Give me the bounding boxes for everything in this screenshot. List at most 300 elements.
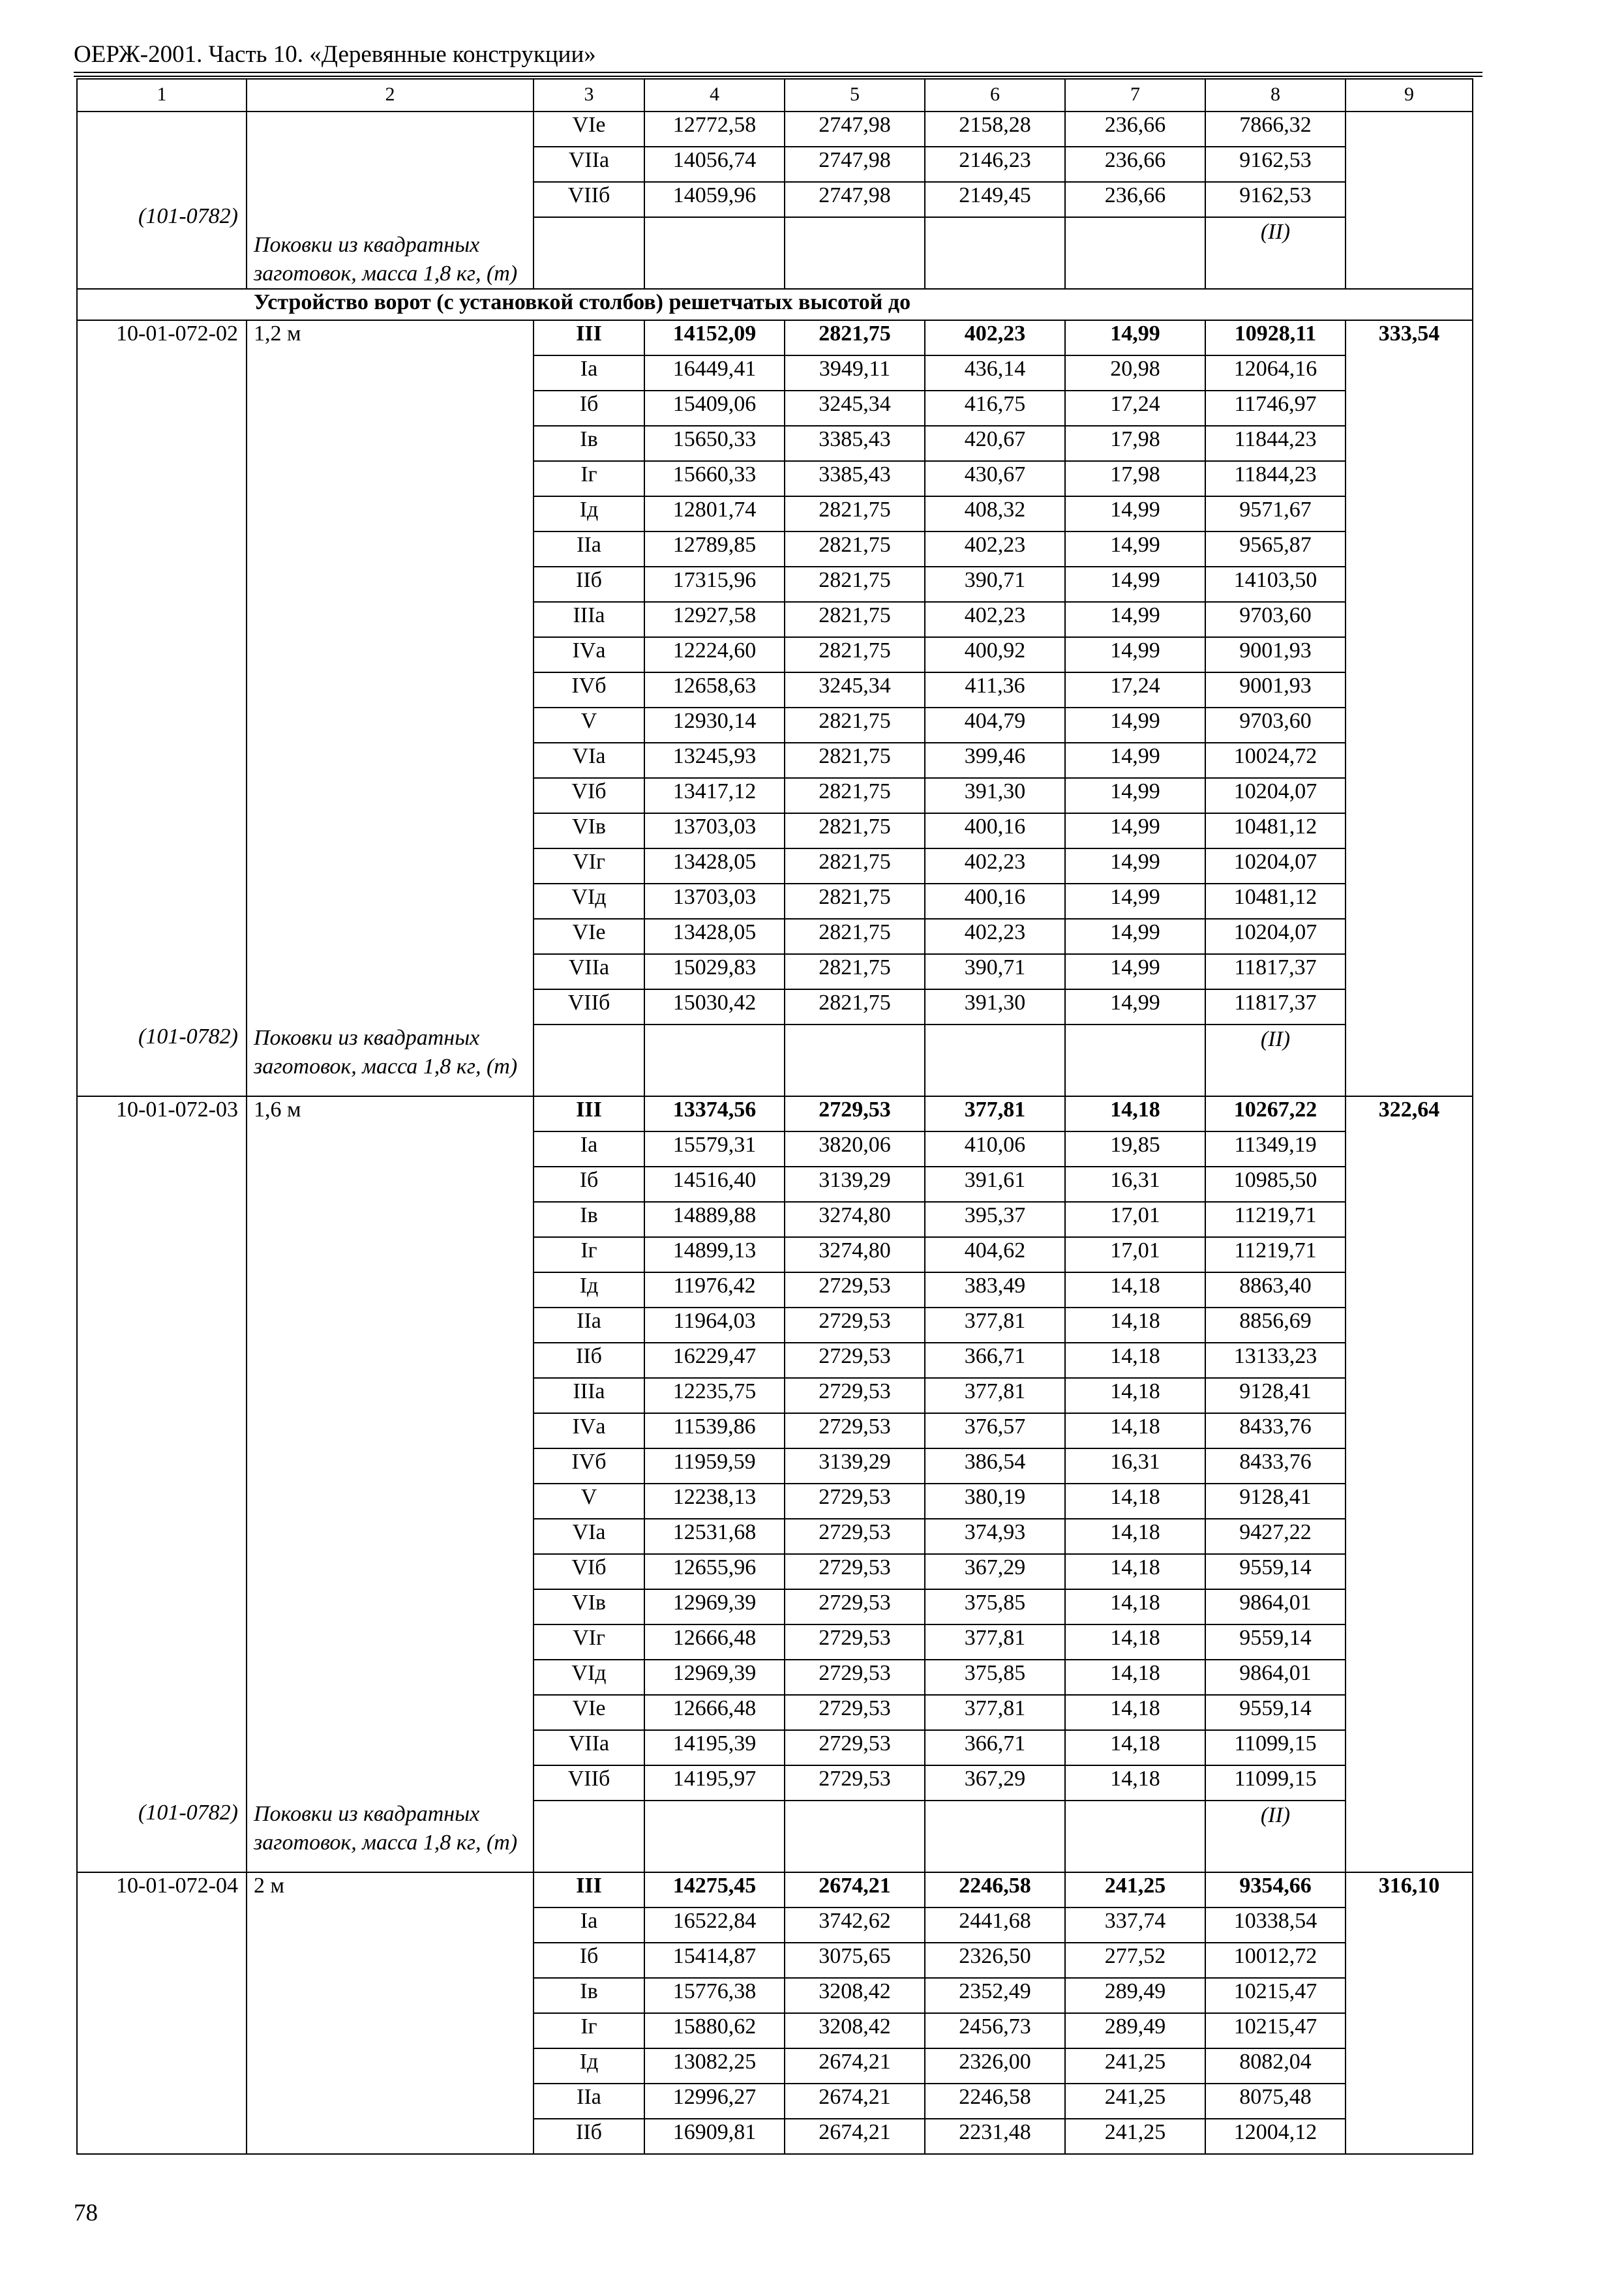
zone-cell: IIа (534, 1308, 644, 1343)
value-cell: 402,23 (925, 848, 1065, 884)
zone-cell: VIд (534, 1660, 644, 1695)
value-cell: 3949,11 (785, 355, 925, 391)
value-cell: 404,62 (925, 1237, 1065, 1272)
value-cell: 15579,31 (644, 1131, 785, 1167)
value-cell: 12789,85 (644, 531, 785, 567)
value-cell: 9559,14 (1205, 1554, 1346, 1589)
value-cell: 10985,50 (1205, 1167, 1346, 1202)
value-cell: 9559,14 (1205, 1624, 1346, 1660)
resource-value: (II) (1205, 217, 1346, 289)
value-cell: 11964,03 (644, 1308, 785, 1343)
value-cell: 2821,75 (785, 496, 925, 531)
empty-cell (925, 1025, 1065, 1096)
value-cell: 14059,96 (644, 182, 785, 217)
empty-cell (534, 1025, 644, 1096)
value-cell: 16229,47 (644, 1343, 785, 1378)
value-cell: 2747,98 (785, 112, 925, 147)
table-row (77, 1096, 1473, 1131)
value-cell: 15776,38 (644, 1978, 785, 2013)
value-cell: 8856,69 (1205, 1308, 1346, 1343)
value-cell: 14,99 (1065, 954, 1205, 989)
value-cell: 390,71 (925, 567, 1065, 602)
zone-cell: VIIб (534, 182, 644, 217)
value-cell: 9864,01 (1205, 1660, 1346, 1695)
value-cell: 9571,67 (1205, 496, 1346, 531)
rate-name-cell (247, 1096, 534, 1872)
zone-cell: Iд (534, 1272, 644, 1308)
value-cell: 11844,23 (1205, 426, 1346, 461)
value-cell: 13703,03 (644, 813, 785, 848)
value-cell: 383,49 (925, 1272, 1065, 1308)
value-cell: 236,66 (1065, 147, 1205, 182)
value-cell: 2729,53 (785, 1378, 925, 1413)
value-cell: 2729,53 (785, 1413, 925, 1448)
zone-cell: VIIа (534, 1730, 644, 1765)
header-rule (74, 72, 1482, 73)
value-cell: 410,06 (925, 1131, 1065, 1167)
value-cell: 430,67 (925, 461, 1065, 496)
value-cell: 19,85 (1065, 1131, 1205, 1167)
value-cell: 14,99 (1065, 320, 1205, 355)
value-cell: 10928,11 (1205, 320, 1346, 355)
value-cell: 10481,12 (1205, 884, 1346, 919)
value-cell: 12772,58 (644, 112, 785, 147)
value-cell: 367,29 (925, 1554, 1065, 1589)
value-cell: 10481,12 (1205, 813, 1346, 848)
value-cell: 8433,76 (1205, 1413, 1346, 1448)
value-cell: 12666,48 (644, 1624, 785, 1660)
zone-cell: IIб (534, 1343, 644, 1378)
empty-cell (644, 1801, 785, 1872)
value-cell: 8863,40 (1205, 1272, 1346, 1308)
value-cell: 11539,86 (644, 1413, 785, 1448)
value-cell: 377,81 (925, 1096, 1065, 1131)
zone-cell: Iв (534, 426, 644, 461)
rate-code-cell (77, 1872, 247, 2154)
value-cell: 3820,06 (785, 1131, 925, 1167)
value-cell: 12004,12 (1205, 2119, 1346, 2154)
value-cell: 386,54 (925, 1448, 1065, 1484)
total-cell: 333,54 (1346, 320, 1473, 1096)
resource-code-text: (101-0782) (138, 1801, 238, 1825)
value-cell: 14,18 (1065, 1378, 1205, 1413)
value-cell: 366,71 (925, 1730, 1065, 1765)
value-cell: 10204,07 (1205, 919, 1346, 954)
value-cell: 2729,53 (785, 1730, 925, 1765)
value-cell: 2821,75 (785, 848, 925, 884)
value-cell: 12238,13 (644, 1484, 785, 1519)
value-cell: 9001,93 (1205, 672, 1346, 708)
zone-cell: IIIа (534, 602, 644, 637)
value-cell: 3274,80 (785, 1202, 925, 1237)
zone-cell: V (534, 1484, 644, 1519)
value-cell: 2729,53 (785, 1589, 925, 1624)
resource-code-text: (101-0782) (138, 204, 238, 228)
rate-name: 2 м (254, 1874, 285, 1898)
value-cell: 13374,56 (644, 1096, 785, 1131)
value-cell: 236,66 (1065, 182, 1205, 217)
value-cell: 2821,75 (785, 813, 925, 848)
value-cell: 15650,33 (644, 426, 785, 461)
value-cell: 20,98 (1065, 355, 1205, 391)
section-title-row (77, 289, 1473, 320)
value-cell: 14,99 (1065, 531, 1205, 567)
value-cell: 337,74 (1065, 1908, 1205, 1943)
value-cell: 9162,53 (1205, 147, 1346, 182)
value-cell: 400,92 (925, 637, 1065, 672)
value-cell: 400,16 (925, 884, 1065, 919)
value-cell: 241,25 (1065, 2084, 1205, 2119)
empty-cell (1065, 1801, 1205, 1872)
value-cell: 377,81 (925, 1695, 1065, 1730)
value-cell: 15880,62 (644, 2013, 785, 2048)
value-cell: 375,85 (925, 1589, 1065, 1624)
value-cell: 3075,65 (785, 1943, 925, 1978)
value-cell: 14,99 (1065, 989, 1205, 1025)
value-cell: 13417,12 (644, 778, 785, 813)
empty-cell (785, 1801, 925, 1872)
value-cell: 14,99 (1065, 602, 1205, 637)
page-number: 78 (74, 2200, 98, 2226)
zone-cell: Iа (534, 355, 644, 391)
value-cell: 2456,73 (925, 2013, 1065, 2048)
resource-name: Поковки из квадратных заготовок, масса 1,8 кг, (т) (254, 1802, 518, 1855)
zone-cell: IVб (534, 672, 644, 708)
header-rule-second (74, 76, 1482, 77)
value-cell: 3139,29 (785, 1167, 925, 1202)
value-cell: 14,99 (1065, 778, 1205, 813)
value-cell: 14,18 (1065, 1765, 1205, 1801)
zone-cell: Iб (534, 1167, 644, 1202)
zone-cell: VIIа (534, 147, 644, 182)
value-cell: 2729,53 (785, 1343, 925, 1378)
value-cell: 14,18 (1065, 1343, 1205, 1378)
value-cell: 3742,62 (785, 1908, 925, 1943)
value-cell: 402,23 (925, 602, 1065, 637)
value-cell: 9559,14 (1205, 1695, 1346, 1730)
column-number: 5 (785, 79, 925, 112)
rate-code-cell (77, 320, 247, 1096)
value-cell: 14,18 (1065, 1730, 1205, 1765)
value-cell: 16522,84 (644, 1908, 785, 1943)
value-cell: 377,81 (925, 1378, 1065, 1413)
resource-name-cell (247, 112, 534, 289)
value-cell: 377,81 (925, 1624, 1065, 1660)
zone-cell: Iб (534, 391, 644, 426)
zone-cell: VIIб (534, 1765, 644, 1801)
value-cell: 14,99 (1065, 813, 1205, 848)
column-number: 9 (1346, 79, 1473, 112)
value-cell: 2674,21 (785, 2119, 925, 2154)
value-cell: 10338,54 (1205, 1908, 1346, 1943)
value-cell: 9354,66 (1205, 1872, 1346, 1908)
zone-cell: VIе (534, 1695, 644, 1730)
value-cell: 14,99 (1065, 496, 1205, 531)
value-cell: 15409,06 (644, 391, 785, 426)
value-cell: 3385,43 (785, 426, 925, 461)
value-cell: 14,99 (1065, 567, 1205, 602)
resource-name: Поковки из квадратных заготовок, масса 1,8 кг, (т) (254, 233, 518, 286)
zone-cell: VIIб (534, 989, 644, 1025)
value-cell: 14,99 (1065, 637, 1205, 672)
value-cell: 14,18 (1065, 1554, 1205, 1589)
rate-name: 1,2 м (254, 322, 301, 346)
value-cell: 2821,75 (785, 567, 925, 602)
value-cell: 2729,53 (785, 1695, 925, 1730)
value-cell: 408,32 (925, 496, 1065, 531)
empty-cell (1065, 1025, 1205, 1096)
value-cell: 10024,72 (1205, 743, 1346, 778)
value-cell: 11349,19 (1205, 1131, 1346, 1167)
value-cell: 416,75 (925, 391, 1065, 426)
value-cell: 3208,42 (785, 1978, 925, 2013)
value-cell: 2729,53 (785, 1765, 925, 1801)
value-cell: 14056,74 (644, 147, 785, 182)
value-cell: 2441,68 (925, 1908, 1065, 1943)
zone-cell: IIб (534, 567, 644, 602)
zone-cell: Iа (534, 1131, 644, 1167)
value-cell: 2821,75 (785, 637, 925, 672)
value-cell: 15414,87 (644, 1943, 785, 1978)
value-cell: 12531,68 (644, 1519, 785, 1554)
value-cell: 11959,59 (644, 1448, 785, 1484)
value-cell: 12235,75 (644, 1378, 785, 1413)
value-cell: 14103,50 (1205, 567, 1346, 602)
zone-cell: Iг (534, 2013, 644, 2048)
zone-cell: Iв (534, 1978, 644, 2013)
value-cell: 17,98 (1065, 461, 1205, 496)
empty-cell (785, 217, 925, 289)
empty-cell (785, 1025, 925, 1096)
value-cell: 2821,75 (785, 778, 925, 813)
value-cell: 375,85 (925, 1660, 1065, 1695)
value-cell: 277,52 (1065, 1943, 1205, 1978)
value-cell: 13428,05 (644, 848, 785, 884)
value-cell: 404,79 (925, 708, 1065, 743)
value-cell: 15030,42 (644, 989, 785, 1025)
resource-code-text: (101-0782) (138, 1025, 238, 1049)
value-cell: 2729,53 (785, 1484, 925, 1519)
rate-name: 1,6 м (254, 1098, 301, 1122)
value-cell: 14,99 (1065, 708, 1205, 743)
value-cell: 12969,39 (644, 1660, 785, 1695)
value-cell: 16,31 (1065, 1167, 1205, 1202)
value-cell: 17,24 (1065, 672, 1205, 708)
zone-cell: IVа (534, 637, 644, 672)
value-cell: 2146,23 (925, 147, 1065, 182)
value-cell: 2326,50 (925, 1943, 1065, 1978)
value-cell: 402,23 (925, 320, 1065, 355)
value-cell: 2821,75 (785, 954, 925, 989)
value-cell: 366,71 (925, 1343, 1065, 1378)
value-cell: 14,18 (1065, 1413, 1205, 1448)
rates-table (76, 78, 1473, 2155)
value-cell: 2821,75 (785, 884, 925, 919)
empty-cell (1065, 217, 1205, 289)
value-cell: 2729,53 (785, 1096, 925, 1131)
rate-code: 10-01-072-04 (116, 1874, 238, 1898)
zone-cell: IVа (534, 1413, 644, 1448)
value-cell: 14889,88 (644, 1202, 785, 1237)
value-cell: 16909,81 (644, 2119, 785, 2154)
rate-code: 10-01-072-03 (116, 1098, 238, 1122)
column-number: 7 (1065, 79, 1205, 112)
value-cell: 367,29 (925, 1765, 1065, 1801)
resource-value: (II) (1205, 1801, 1346, 1872)
zone-cell: Iг (534, 1237, 644, 1272)
rate-code: 10-01-072-02 (116, 322, 238, 346)
zone-cell: Iг (534, 461, 644, 496)
value-cell: 10215,47 (1205, 2013, 1346, 2048)
value-cell: 8433,76 (1205, 1448, 1346, 1484)
value-cell: 2821,75 (785, 320, 925, 355)
value-cell: 12658,63 (644, 672, 785, 708)
value-cell: 12801,74 (644, 496, 785, 531)
value-cell: 411,36 (925, 672, 1065, 708)
zone-cell: IIIа (534, 1378, 644, 1413)
value-cell: 17,24 (1065, 391, 1205, 426)
value-cell: 2158,28 (925, 112, 1065, 147)
value-cell: 11219,71 (1205, 1202, 1346, 1237)
zone-cell: Iв (534, 1202, 644, 1237)
zone-cell: VIе (534, 919, 644, 954)
value-cell: 2729,53 (785, 1660, 925, 1695)
value-cell: 420,67 (925, 426, 1065, 461)
zone-cell: III (534, 320, 644, 355)
value-cell: 2231,48 (925, 2119, 1065, 2154)
value-cell: 9703,60 (1205, 602, 1346, 637)
value-cell: 12996,27 (644, 2084, 785, 2119)
value-cell: 2821,75 (785, 989, 925, 1025)
value-cell: 10267,22 (1205, 1096, 1346, 1131)
value-cell: 2729,53 (785, 1519, 925, 1554)
zone-cell: VIе (534, 112, 644, 147)
value-cell: 3274,80 (785, 1237, 925, 1272)
value-cell: 2729,53 (785, 1272, 925, 1308)
value-cell: 9128,41 (1205, 1484, 1346, 1519)
value-cell: 9162,53 (1205, 182, 1346, 217)
value-cell: 17,01 (1065, 1237, 1205, 1272)
value-cell: 14,18 (1065, 1272, 1205, 1308)
value-cell: 2674,21 (785, 2048, 925, 2084)
value-cell: 289,49 (1065, 2013, 1205, 2048)
value-cell: 3385,43 (785, 461, 925, 496)
value-cell: 8082,04 (1205, 2048, 1346, 2084)
zone-cell: IIа (534, 2084, 644, 2119)
table-row (77, 320, 1473, 355)
value-cell: 11817,37 (1205, 954, 1346, 989)
zone-cell: IIб (534, 2119, 644, 2154)
value-cell: 16,31 (1065, 1448, 1205, 1484)
value-cell: 3245,34 (785, 391, 925, 426)
value-cell: 377,81 (925, 1308, 1065, 1343)
zone-cell: VIб (534, 1554, 644, 1589)
value-cell: 2729,53 (785, 1624, 925, 1660)
value-cell: 2747,98 (785, 147, 925, 182)
zone-cell: VIIа (534, 954, 644, 989)
value-cell: 14,18 (1065, 1660, 1205, 1695)
empty-cell (644, 1025, 785, 1096)
value-cell: 14,99 (1065, 919, 1205, 954)
value-cell: 2821,75 (785, 743, 925, 778)
value-cell: 15029,83 (644, 954, 785, 989)
value-cell: 391,30 (925, 989, 1065, 1025)
value-cell: 12064,16 (1205, 355, 1346, 391)
page-header: ОЕРЖ-2001. Часть 10. «Деревянные конструкции» (74, 41, 596, 68)
value-cell: 12930,14 (644, 708, 785, 743)
value-cell: 13703,03 (644, 884, 785, 919)
total-cell: 316,10 (1346, 1872, 1473, 2154)
value-cell: 17,98 (1065, 426, 1205, 461)
value-cell: 14152,09 (644, 320, 785, 355)
value-cell: 2729,53 (785, 1554, 925, 1589)
value-cell: 2246,58 (925, 1872, 1065, 1908)
zone-cell: VIб (534, 778, 644, 813)
value-cell: 14,18 (1065, 1308, 1205, 1343)
value-cell: 8075,48 (1205, 2084, 1346, 2119)
value-cell: 236,66 (1065, 112, 1205, 147)
value-cell: 2821,75 (785, 531, 925, 567)
value-cell: 289,49 (1065, 1978, 1205, 2013)
value-cell: 10204,07 (1205, 848, 1346, 884)
value-cell: 11976,42 (644, 1272, 785, 1308)
value-cell: 376,57 (925, 1413, 1065, 1448)
value-cell: 391,61 (925, 1167, 1065, 1202)
empty-cell (534, 1801, 644, 1872)
value-cell: 14,18 (1065, 1624, 1205, 1660)
value-cell: 13245,93 (644, 743, 785, 778)
value-cell: 241,25 (1065, 1872, 1205, 1908)
value-cell: 14,18 (1065, 1589, 1205, 1624)
column-number: 6 (925, 79, 1065, 112)
value-cell: 7866,32 (1205, 112, 1346, 147)
zone-cell: VIв (534, 1589, 644, 1624)
zone-cell: III (534, 1872, 644, 1908)
value-cell: 17315,96 (644, 567, 785, 602)
value-cell: 391,30 (925, 778, 1065, 813)
value-cell: 14,99 (1065, 848, 1205, 884)
value-cell: 400,16 (925, 813, 1065, 848)
value-cell: 2246,58 (925, 2084, 1065, 2119)
value-cell: 11219,71 (1205, 1237, 1346, 1272)
value-cell: 3208,42 (785, 2013, 925, 2048)
value-cell: 2821,75 (785, 602, 925, 637)
value-cell: 14,99 (1065, 743, 1205, 778)
zone-cell: VIд (534, 884, 644, 919)
table-row (77, 112, 1473, 147)
zone-cell: VIа (534, 743, 644, 778)
value-cell: 2674,21 (785, 1872, 925, 1908)
empty-cell (644, 217, 785, 289)
value-cell: 14195,39 (644, 1730, 785, 1765)
value-cell: 13133,23 (1205, 1343, 1346, 1378)
value-cell: 17,01 (1065, 1202, 1205, 1237)
zone-cell: Iд (534, 2048, 644, 2084)
resource-name: Поковки из квадратных заготовок, масса 1,8 кг, (т) (254, 1026, 518, 1079)
value-cell: 2821,75 (785, 919, 925, 954)
value-cell: 10012,72 (1205, 1943, 1346, 1978)
value-cell: 9128,41 (1205, 1378, 1346, 1413)
value-cell: 9565,87 (1205, 531, 1346, 567)
value-cell: 402,23 (925, 919, 1065, 954)
resource-code (77, 112, 247, 289)
empty-cell (534, 217, 644, 289)
zone-cell: VIг (534, 848, 644, 884)
empty-cell (1346, 112, 1473, 289)
section-title: Устройство ворот (с установкой столбов) решетчатых высотой до (77, 289, 1473, 320)
column-number: 8 (1205, 79, 1346, 112)
value-cell: 14195,97 (644, 1765, 785, 1801)
